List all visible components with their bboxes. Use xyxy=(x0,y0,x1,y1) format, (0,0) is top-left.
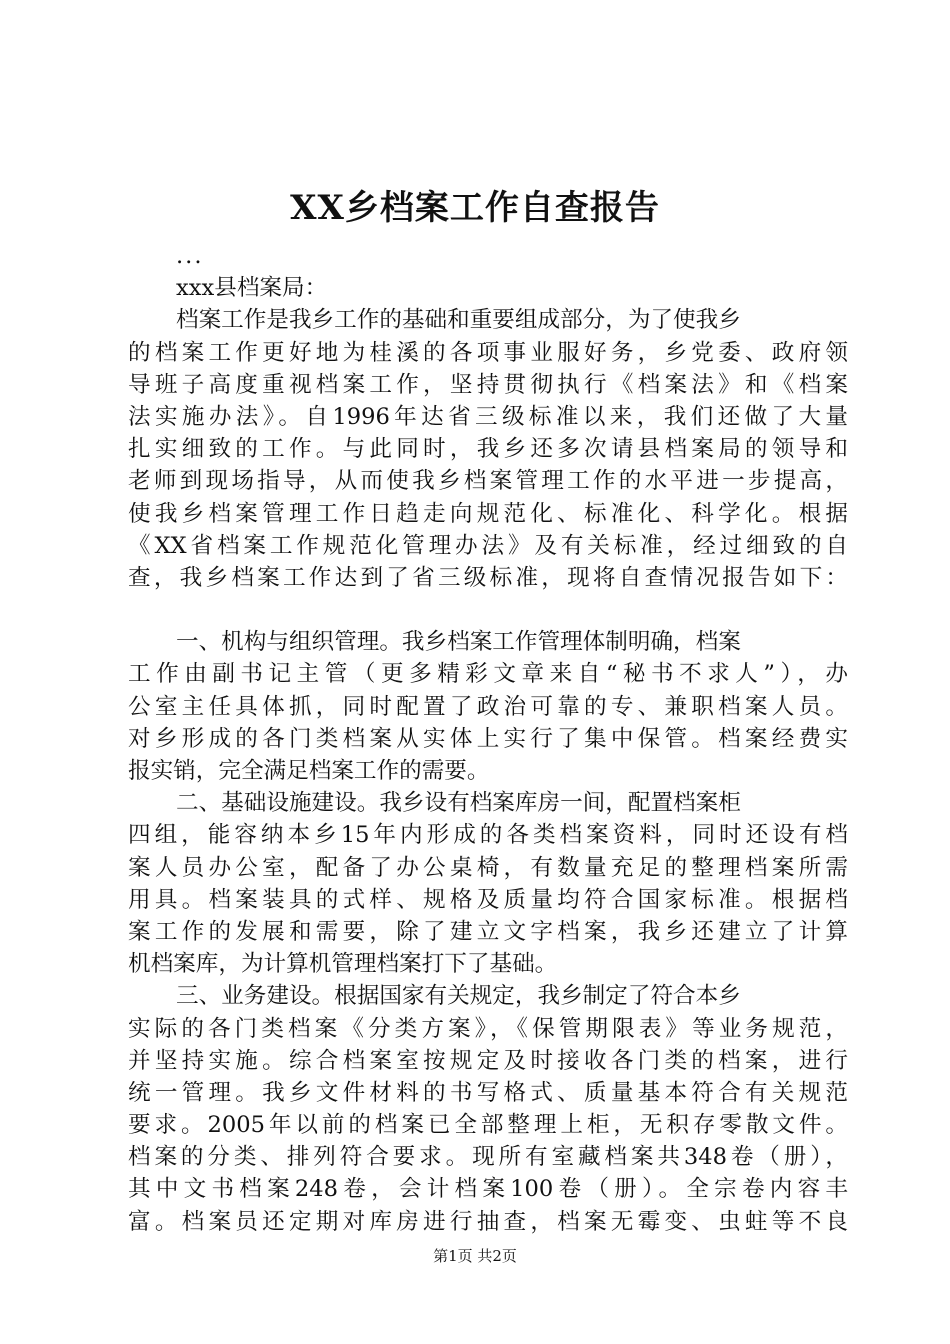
body-line: 《XX省档案工作规范化管理办法》及有关标准，经过细致的自 xyxy=(128,532,848,559)
body-line: 要求。2005年以前的档案已全部整理上柜，无积存零散文件。 xyxy=(128,1112,848,1139)
body-line: 机档案库，为计算机管理档案打下了基础。 xyxy=(128,951,558,978)
body-line: 使我乡档案管理工作日趋走向规范化、标准化、科学化。根据 xyxy=(128,500,848,527)
body-line: 的档案工作更好地为桂溪的各项事业服好务，乡党委、政府领 xyxy=(128,339,848,366)
body-line: 公室主任具体抓，同时配置了政治可靠的专、兼职档案人员。 xyxy=(128,693,848,720)
body-line: 报实销，完全满足档案工作的需要。 xyxy=(128,758,490,784)
body-line: 四组，能容纳本乡15年内形成的各类档案资料，同时还设有档 xyxy=(128,822,848,849)
body-line: 扎实细致的工作。与此同时，我乡还多次请县档案局的领导和 xyxy=(128,436,848,463)
body-line: 富。档案员还定期对库房进行抽查，档案无霉变、虫蛀等不良 xyxy=(128,1208,848,1235)
body-line: 三、业务建设。根据国家有关规定，我乡制定了符合本乡 xyxy=(176,983,741,1010)
body-line: 老师到现场指导，从而使我乡档案管理工作的水平进一步提高， xyxy=(128,468,848,495)
body-line: 对乡形成的各门类档案从实体上实行了集中保管。档案经费实 xyxy=(128,725,848,752)
body-line: 导班子高度重视档案工作，坚持贯彻执行《档案法》和《档案 xyxy=(128,371,848,398)
body-line: 档案的分类、排列符合要求。现所有室藏档案共348卷（册）， xyxy=(128,1144,848,1171)
body-line: 查，我乡档案工作达到了省三级标准，现将自查情况报告如下： xyxy=(128,564,848,591)
body-line: 案人员办公室，配备了办公桌椅，有数量充足的整理档案所需 xyxy=(128,854,848,881)
body-line: 一、机构与组织管理。我乡档案工作管理体制明确，档案 xyxy=(176,629,741,656)
body-line: 工作由副书记主管（更多精彩文章来自“秘书不求人”），办 xyxy=(128,661,848,688)
page-footer: 第1页 共2页 xyxy=(433,1247,517,1265)
body-line: 用具。档案装具的式样、规格及质量均符合国家标准。根据档 xyxy=(128,886,848,913)
body-line: 其中文书档案248卷，会计档案100卷（册）。全宗卷内容丰 xyxy=(128,1176,848,1203)
blank-line xyxy=(128,594,848,626)
body-line: 档案工作是我乡工作的基础和重要组成部分，为了使我乡 xyxy=(176,307,741,334)
body-line: 法实施办法》。自1996年达省三级标准以来，我们还做了大量 xyxy=(128,403,848,430)
document-body xyxy=(128,240,848,1238)
document-title: XX乡档案工作自查报告 xyxy=(290,188,660,228)
body-line: 二、基础设施建设。我乡设有档案库房一间，配置档案柜 xyxy=(176,790,741,817)
body-line: 案工作的发展和需要，除了建立文字档案，我乡还建立了计算 xyxy=(128,918,848,945)
body-line: 实际的各门类档案《分类方案》，《保管期限表》等业务规范， xyxy=(128,1015,848,1042)
body-line: 并坚持实施。综合档案室按规定及时接收各门类的档案，进行 xyxy=(128,1047,848,1074)
body-line: 统一管理。我乡文件材料的书写格式、质量基本符合有关规范 xyxy=(128,1079,848,1106)
ellipsis-line: ... xyxy=(176,243,204,269)
salutation-line: xxx县档案局： xyxy=(176,275,328,302)
